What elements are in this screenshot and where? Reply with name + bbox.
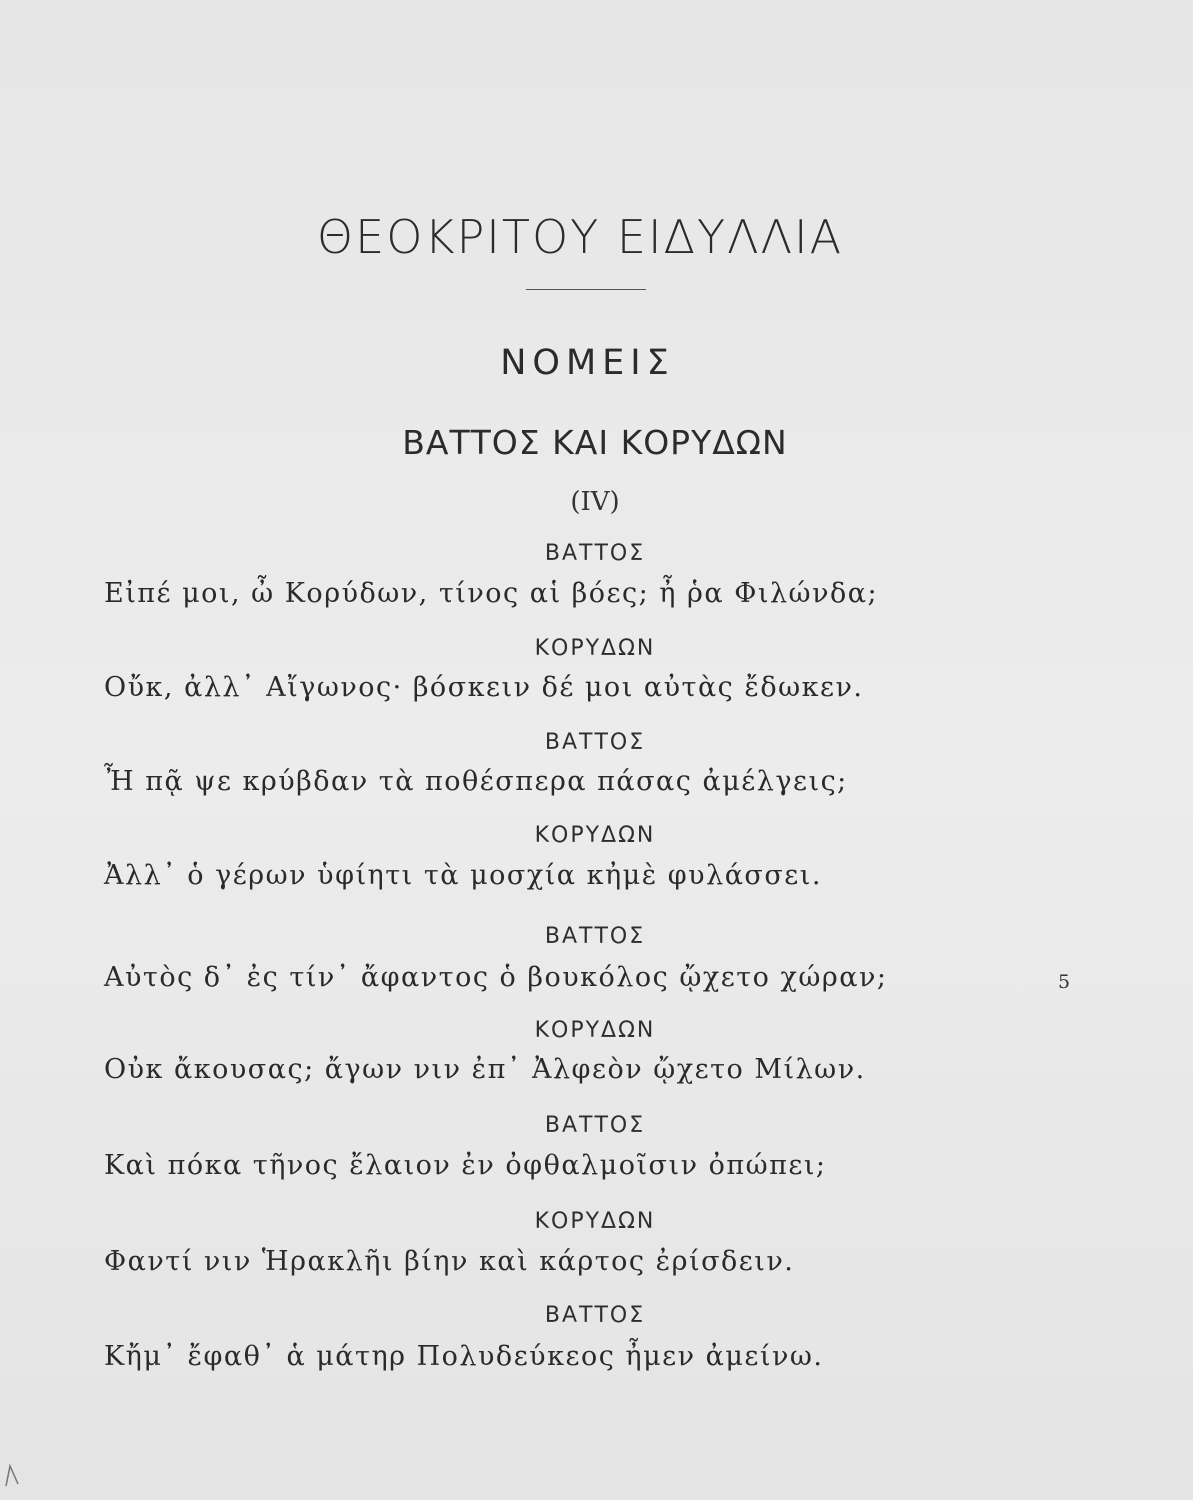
verse-line: Οὔκ, ἀλλ᾽ Αἴγωνος· βόσκειν δέ μοι αὐτὰς ἔδωκεν.	[104, 672, 864, 703]
idyll-subtitle: ΒΑΤΤΟΣ ΚΑΙ ΚΟΡΥΔΩΝ	[402, 423, 788, 462]
speaker-label: ΚΟΡΥΔΩΝ	[534, 1209, 656, 1234]
speaker-label: ΚΟΡΥΔΩΝ	[534, 1018, 656, 1043]
section-title: ΝΟΜΕΙΣ	[500, 343, 675, 383]
line-number: 5	[1058, 971, 1071, 993]
verse-line: Εἰπέ μοι, ὦ Κορύδων, τίνος αἱ βόες; ἦ ῥα Φιλώνδα;	[104, 578, 879, 609]
verse-line: Ἦ πᾷ ψε κρύβδαν τὰ ποθέσπερα πάσας ἀμέλγεις;	[104, 766, 848, 797]
title-divider	[526, 289, 646, 290]
verse-line: Κἤμ᾽ ἔφαθ᾽ ἁ μάτηρ Πολυδεύκεος ἦμεν ἀμείνω.	[104, 1341, 824, 1372]
speaker-label: ΒΑΤΤΟΣ	[544, 730, 646, 755]
speaker-label: ΚΟΡΥΔΩΝ	[534, 636, 656, 661]
corner-mark-icon	[4, 1458, 28, 1488]
page-title: ΘΕΟΚΡΙΤΟΥ ΕΙΔΥΛΛΙΑ	[316, 210, 844, 264]
idyll-number: (IV)	[570, 487, 620, 517]
speaker-label: ΒΑΤΤΟΣ	[544, 924, 646, 949]
speaker-label: ΚΟΡΥΔΩΝ	[534, 823, 656, 848]
speaker-label: ΒΑΤΤΟΣ	[544, 1303, 646, 1328]
verse-line: Ἀλλ᾽ ὁ γέρων ὑφίητι τὰ μοσχία κἠμὲ φυλάσσει.	[104, 860, 822, 891]
verse-line: Φαντί νιν Ἡρακλῆι βίην καὶ κάρτος ἐρίσδειν.	[104, 1246, 795, 1277]
verse-line: Οὐκ ἄκουσας; ἄγων νιν ἐπ᾽ Ἀλφεὸν ᾤχετο Μίλων.	[104, 1054, 866, 1085]
speaker-label: ΒΑΤΤΟΣ	[544, 1113, 646, 1138]
speaker-label: ΒΑΤΤΟΣ	[544, 541, 646, 566]
verse-line: Καὶ πόκα τῆνος ἔλαιον ἐν ὀφθαλμοῖσιν ὀπώπει;	[104, 1150, 827, 1181]
verse-line: Αὐτὸς δ᾽ ἐς τίν᾽ ἄφαντος ὁ βουκόλος ᾤχετο χώραν;	[104, 962, 888, 993]
